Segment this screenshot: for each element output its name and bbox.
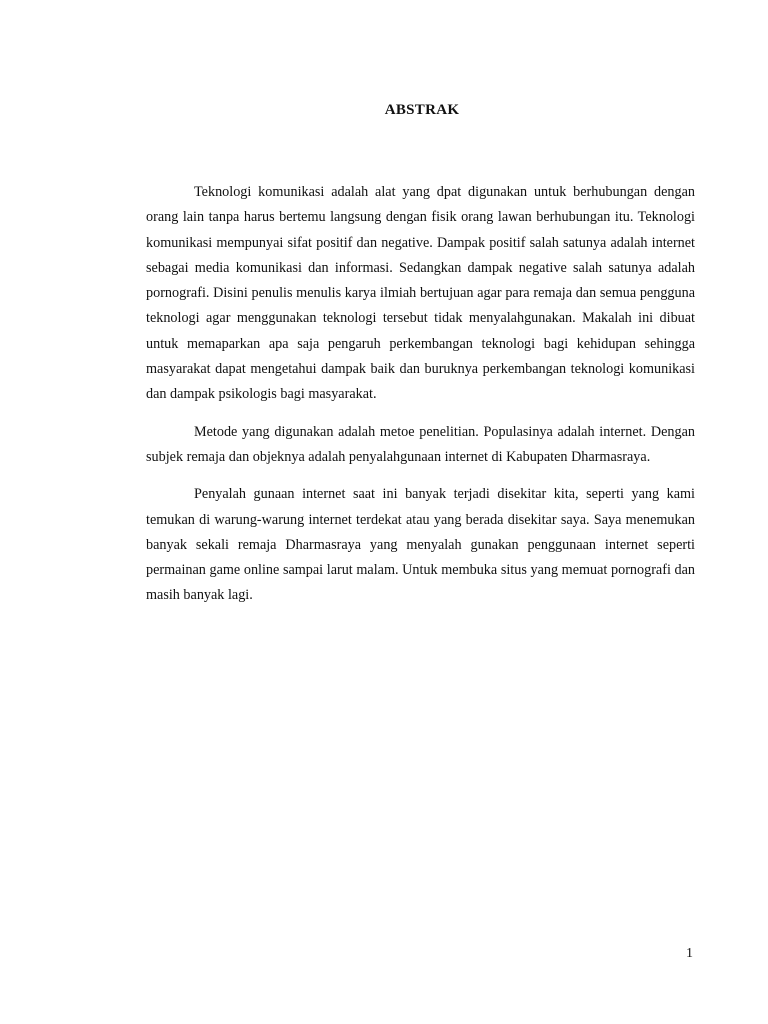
paragraph-3: Penyalah gunaan internet saat ini banyak terjadi disekitar kita, seperti yang kami temukan di warung-warung internet terdekat atau yang berada disekitar saya. Saya menemukan banyak sekali remaja Dharmasraya yang menyalah gunakan penggunaan internet seperti permainan game online sampai larut malam. Untuk membuka situs yang memuat pornografi dan masih banyak lagi. [146, 486, 695, 604]
page-title: ABSTRAK [384, 102, 460, 118]
paragraph-1: Teknologi komunikasi adalah alat yang dpat digunakan untuk berhubungan dengan orang lain tanpa harus bertemu langsung dengan fisik orang lawan berhubungan itu. Teknologi komunikasi mempunyai sifat positif dan negative. Dampak positif salah satunya adalah internet sebagai media komunikasi dan informasi. Sedangkan dampak negative salah satunya adalah pornografi. Disini penulis menulis karya ilmiah bertujuan agar para remaja dan semua pengguna teknologi agar menggunakan teknologi tersebut tidak menyalahgunakan. Makalah ini dibuat untuk memaparkan apa saja pengaruh perkembangan teknologi bagi kehidupan sehingga masyarakat dapat mengetahui dampak baik dan buruknya perkembangan teknologi komunikasi dan dampak psikologis bagi masyarakat. [146, 184, 695, 403]
paragraph-2: Metode yang digunakan adalah metoe penelitian. Populasinya adalah internet. Dengan subjek remaja dan objeknya adalah penyalahgunaan internet di Kabupaten Dharmasraya. [146, 423, 695, 465]
page-number: 1 [686, 946, 693, 961]
abstract-body [146, 180, 695, 621]
